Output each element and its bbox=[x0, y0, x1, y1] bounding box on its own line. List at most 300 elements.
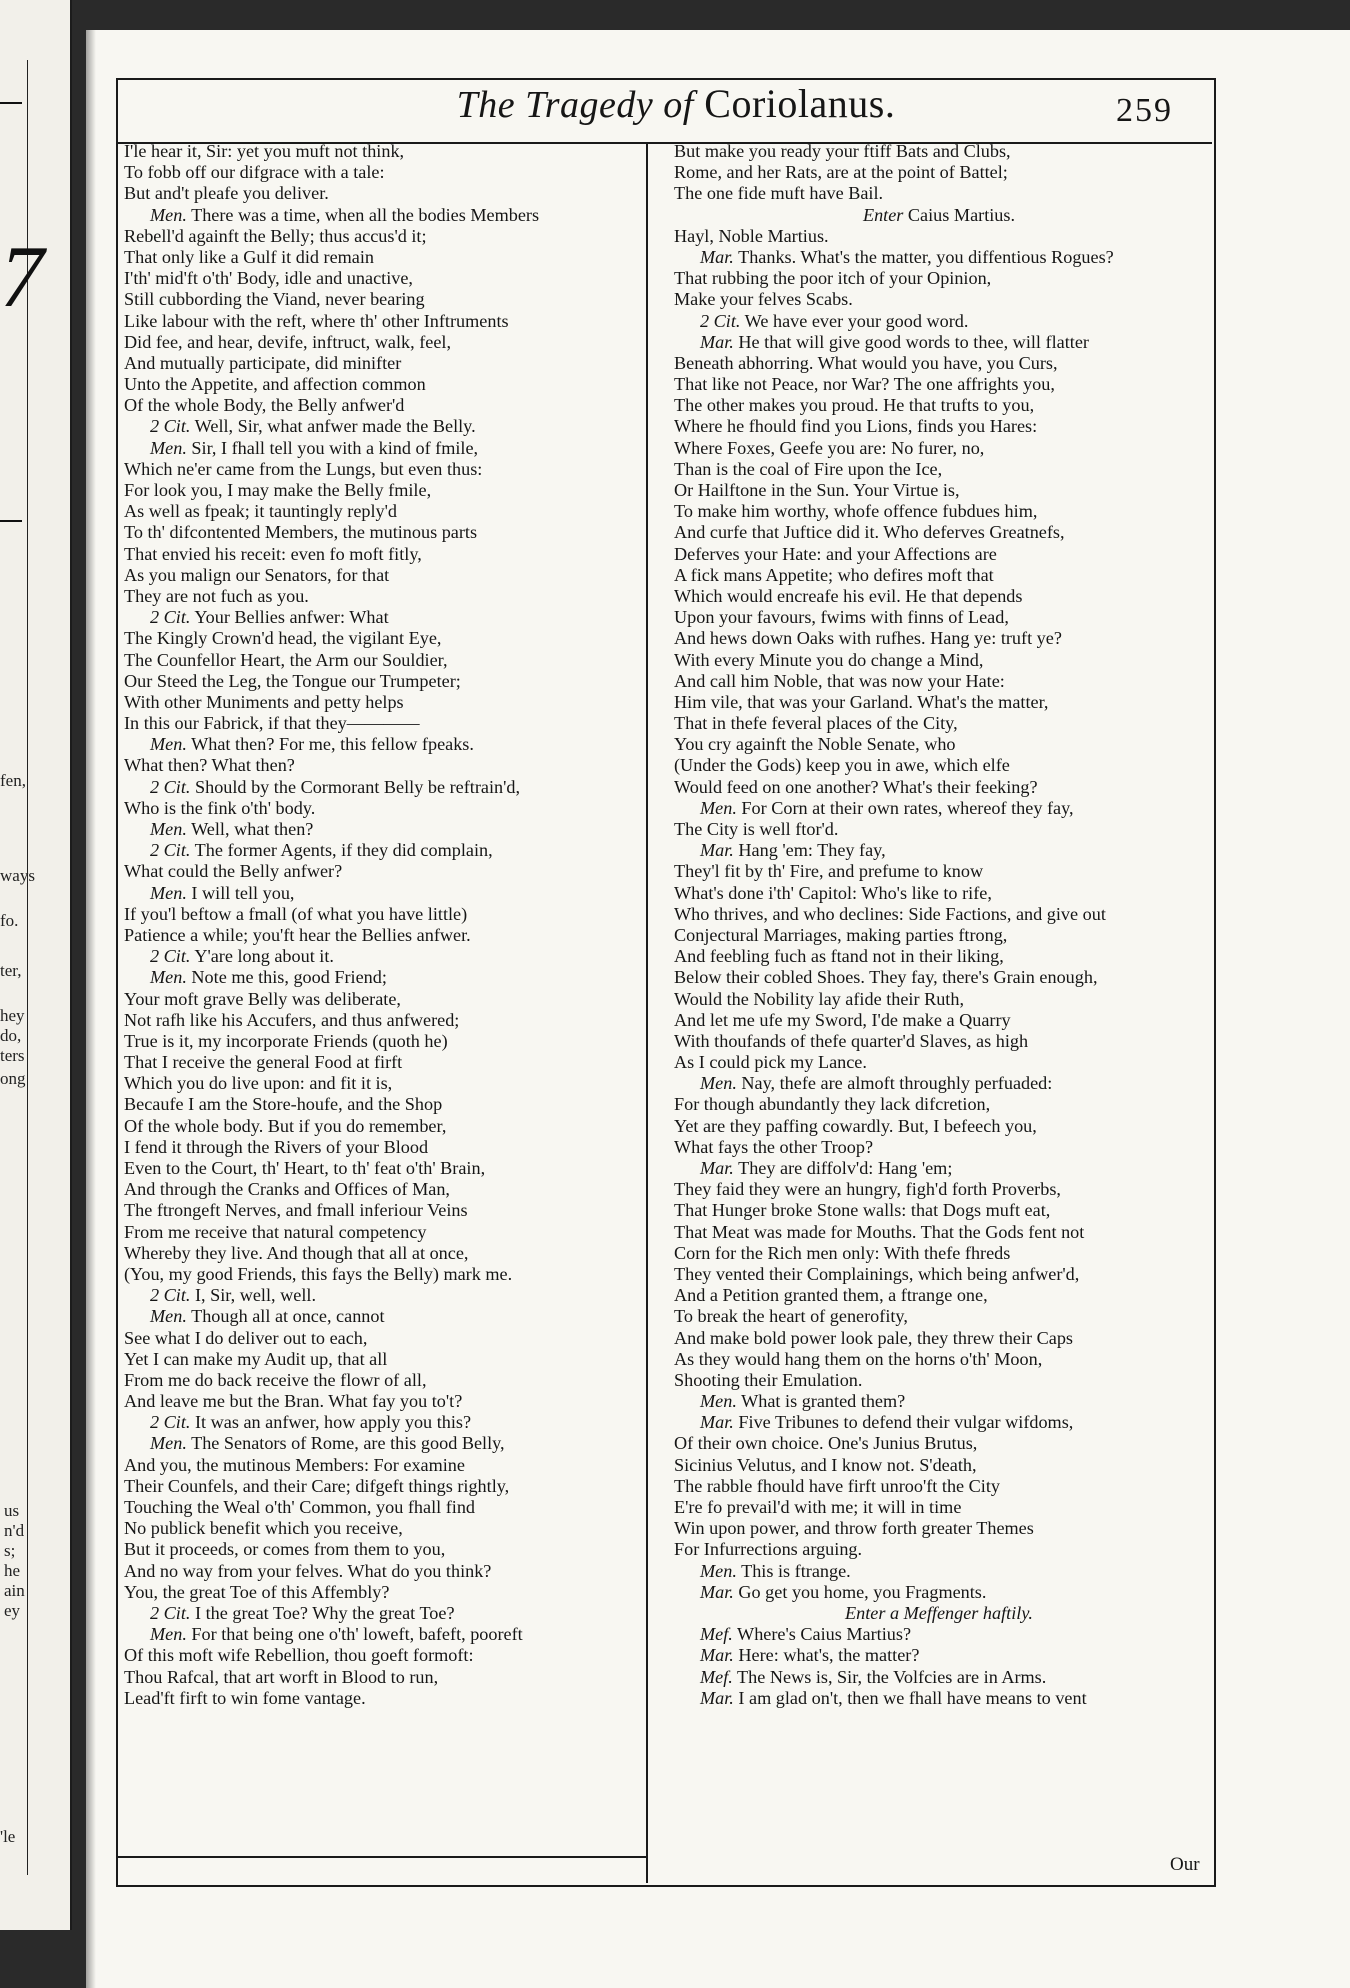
text-line bbox=[124, 1116, 636, 1137]
verse-text: I am glad on't, then we fhall have means to vent bbox=[738, 1687, 1087, 1708]
speaker-label: Men. bbox=[700, 797, 737, 818]
verse-text: Patience a while; you'ft hear the Bellies anfwer. bbox=[124, 924, 471, 945]
text-line bbox=[124, 480, 636, 501]
text-line bbox=[124, 183, 636, 204]
text-line bbox=[124, 650, 636, 671]
text-line bbox=[124, 416, 636, 437]
verse-text: With thoufands of thefe quarter'd Slaves, as high bbox=[674, 1030, 1029, 1051]
text-line bbox=[674, 819, 1204, 840]
speaker-label: Mar. bbox=[700, 1645, 734, 1666]
speaker-label: 2 Cit. bbox=[150, 1602, 191, 1623]
text-line bbox=[124, 565, 636, 586]
verse-text: And curfe that Juftice did it. Who deferves Greatnefs, bbox=[674, 522, 1065, 543]
verse-text: And you, the mutinous Members: For examine bbox=[124, 1454, 465, 1475]
text-line bbox=[674, 861, 1204, 882]
text-line bbox=[124, 819, 636, 840]
text-line bbox=[674, 1349, 1204, 1370]
verse-text: The former Agents, if they did complain, bbox=[194, 840, 493, 861]
speaker-label: Men. bbox=[150, 734, 187, 755]
verse-text: A fick mans Appetite; who defires moft that bbox=[674, 564, 994, 585]
verse-text: The ftrongeft Nerves, and fmall inferiour Veins bbox=[124, 1200, 468, 1221]
text-line bbox=[124, 607, 636, 628]
text-line bbox=[124, 734, 636, 755]
verse-text: That I receive the general Food at firft bbox=[124, 1052, 403, 1073]
verse-text: Corn for the Rich men only: With thefe fhreds bbox=[674, 1242, 1011, 1263]
verse-text: That in thefe feveral places of the City, bbox=[674, 713, 958, 734]
text-line bbox=[674, 1667, 1204, 1688]
verse-text: The one fide muft have Bail. bbox=[674, 183, 884, 204]
speaker-label: 2 Cit. bbox=[150, 607, 191, 628]
text-line bbox=[124, 1455, 636, 1476]
text-line bbox=[674, 1116, 1204, 1137]
text-line bbox=[124, 861, 636, 882]
verse-text: Your Bellies anfwer: What bbox=[194, 607, 389, 628]
previous-page-tick bbox=[0, 102, 22, 104]
text-line bbox=[674, 268, 1204, 289]
right-column bbox=[674, 141, 1204, 1709]
text-line bbox=[674, 607, 1204, 628]
text-line bbox=[124, 798, 636, 819]
text-line bbox=[674, 650, 1204, 671]
verse-text: And leave me but the Bran. What fay you to't? bbox=[124, 1391, 463, 1412]
verse-text: Rome, and her Rats, are at the point of Battel; bbox=[674, 162, 1008, 183]
verse-text: And through the Cranks and Offices of Man, bbox=[124, 1179, 450, 1200]
verse-text: Shooting their Emulation. bbox=[674, 1369, 863, 1390]
text-line bbox=[674, 734, 1204, 755]
speaker-label: Men. bbox=[150, 967, 187, 988]
verse-text: Than is the coal of Fire upon the Ice, bbox=[674, 458, 943, 479]
verse-text: Well, Sir, what anfwer made the Belly. bbox=[194, 416, 476, 437]
text-line bbox=[674, 1582, 1204, 1603]
verse-text: I'th' mid'ft o'th' Body, idle and unactive, bbox=[124, 268, 413, 289]
stage-direction-name: Caius Martius. bbox=[907, 204, 1016, 225]
text-line bbox=[674, 1539, 1204, 1560]
text-line bbox=[674, 904, 1204, 925]
speaker-label: Mar. bbox=[700, 1412, 734, 1433]
verse-text: Deferves your Hate: and your Affections are bbox=[674, 543, 997, 564]
running-title-italic: The Tragedy of bbox=[456, 84, 694, 126]
text-line bbox=[124, 311, 636, 332]
text-line bbox=[124, 1306, 636, 1327]
verse-text: True is it, my incorporate Friends (quoth he) bbox=[124, 1030, 448, 1051]
text-line bbox=[124, 1094, 636, 1115]
text-line bbox=[674, 141, 1204, 162]
previous-page-fragment: do, bbox=[0, 1026, 22, 1045]
verse-text: What is granted them? bbox=[741, 1391, 906, 1412]
text-line bbox=[674, 946, 1204, 967]
verse-text: Still cubbording the Viand, never bearing bbox=[124, 289, 425, 310]
verse-text: The Kingly Crown'd head, the vigilant Eye, bbox=[124, 628, 442, 649]
speaker-label: 2 Cit. bbox=[150, 946, 191, 967]
speaker-label: Mef. bbox=[700, 1624, 733, 1645]
speaker-label: Men. bbox=[700, 1073, 737, 1094]
verse-text: Whereby they live. And though that all at once, bbox=[124, 1242, 469, 1263]
text-line bbox=[674, 395, 1204, 416]
verse-text: Thou Rafcal, that art worft in Blood to run, bbox=[124, 1666, 439, 1687]
verse-text: I, Sir, well, well. bbox=[194, 1285, 316, 1306]
verse-text: I the great Toe? Why the great Toe? bbox=[194, 1602, 455, 1623]
text-line bbox=[674, 1497, 1204, 1518]
running-title bbox=[86, 80, 1266, 129]
verse-text: They are not fuch as you. bbox=[124, 585, 309, 606]
text-line bbox=[674, 1222, 1204, 1243]
text-line bbox=[124, 586, 636, 607]
verse-text: That like not Peace, nor War? The one affrights you, bbox=[674, 374, 1055, 395]
previous-page-large-mark: 7 bbox=[0, 229, 44, 326]
verse-text: And call him Noble, that was now your Hate: bbox=[674, 670, 1005, 691]
text-line bbox=[674, 692, 1204, 713]
left-column bbox=[124, 141, 636, 1709]
verse-text: Even to the Court, th' Heart, to th' feat o'th' Brain, bbox=[124, 1158, 486, 1178]
speaker-label: Mar. bbox=[700, 840, 734, 861]
text-line bbox=[124, 1031, 636, 1052]
speaker-label: Men. bbox=[700, 1391, 737, 1412]
page-number: 259 bbox=[1116, 92, 1173, 129]
verse-text: What fays the other Troop? bbox=[674, 1136, 874, 1157]
verse-text: That Meat was made for Mouths. That the Gods fent not bbox=[674, 1221, 1085, 1242]
text-line bbox=[674, 840, 1204, 861]
text-line bbox=[124, 904, 636, 925]
previous-page-fragment: ters bbox=[0, 1046, 25, 1065]
verse-text: But and't pleafe you deliver. bbox=[124, 183, 329, 204]
text-line bbox=[124, 1285, 636, 1306]
text-line bbox=[124, 946, 636, 967]
verse-text: From me receive that natural competency bbox=[124, 1221, 427, 1242]
verse-text: Which ne'er came from the Lungs, but even thus: bbox=[124, 458, 483, 479]
text-line bbox=[674, 1243, 1204, 1264]
speaker-label: Men. bbox=[150, 437, 187, 458]
text-line bbox=[124, 141, 636, 162]
verse-text: Though all at once, cannot bbox=[191, 1306, 385, 1327]
text-line bbox=[674, 967, 1204, 988]
verse-text: The Senators of Rome, are this good Belly, bbox=[191, 1433, 505, 1454]
text-line bbox=[124, 1412, 636, 1433]
verse-text: And mutually participate, did minifter bbox=[124, 352, 402, 373]
verse-text: But it proceeds, or comes from them to you, bbox=[124, 1539, 446, 1560]
previous-page-fragment: 'le bbox=[0, 1827, 16, 1846]
text-line bbox=[124, 1052, 636, 1073]
text-line bbox=[124, 1497, 636, 1518]
speaker-label: 2 Cit. bbox=[150, 1412, 191, 1433]
text-line bbox=[124, 459, 636, 480]
verse-text: We have ever your good word. bbox=[744, 310, 969, 331]
text-line bbox=[674, 522, 1204, 543]
verse-text: Upon your favours, fwims with finns of Lead, bbox=[674, 607, 1009, 628]
text-line bbox=[124, 1243, 636, 1264]
speaker-label: 2 Cit. bbox=[150, 776, 191, 797]
column-divider bbox=[646, 142, 648, 1883]
previous-page-edge bbox=[0, 0, 72, 1930]
text-line bbox=[674, 332, 1204, 353]
text-line bbox=[674, 289, 1204, 310]
verse-text: Well, what then? bbox=[191, 819, 314, 839]
verse-text: What could the Belly anfwer? bbox=[124, 861, 343, 882]
speaker-label: Men. bbox=[150, 1624, 187, 1645]
speaker-label: Mef. bbox=[700, 1666, 733, 1687]
gutter-shadow bbox=[86, 30, 96, 1988]
text-line bbox=[124, 1137, 636, 1158]
verse-text: That Hunger broke Stone walls: that Dogs muft eat, bbox=[674, 1200, 1051, 1221]
verse-text: Where Foxes, Geefe you are: No furer, no, bbox=[674, 437, 985, 458]
text-line bbox=[124, 438, 636, 459]
previous-page-fragment: hey bbox=[0, 1006, 25, 1025]
text-line bbox=[124, 522, 636, 543]
text-line bbox=[124, 289, 636, 310]
verse-text: Who is the fink o'th' body. bbox=[124, 797, 316, 818]
verse-text: Go get you home, you Fragments. bbox=[738, 1581, 987, 1602]
text-line bbox=[124, 1073, 636, 1094]
text-line bbox=[674, 1073, 1204, 1094]
verse-text: In this our Fabrick, if that they———— bbox=[124, 713, 420, 734]
text-line bbox=[674, 1306, 1204, 1327]
text-line bbox=[674, 1624, 1204, 1645]
text-line bbox=[674, 1455, 1204, 1476]
text-line bbox=[124, 1688, 636, 1709]
verse-text: And no way from your felves. What do you think? bbox=[124, 1560, 492, 1581]
text-line bbox=[124, 247, 636, 268]
text-line bbox=[674, 544, 1204, 565]
text-line bbox=[674, 459, 1204, 480]
text-line bbox=[124, 1539, 636, 1560]
text-line bbox=[674, 565, 1204, 586]
text-line bbox=[674, 1328, 1204, 1349]
text-line bbox=[674, 1285, 1204, 1306]
verse-text: And feebling fuch as ftand not in their liking, bbox=[674, 946, 1004, 967]
verse-text: Thanks. What's the matter, you diffentious Rogues? bbox=[738, 246, 1114, 267]
speaker-label: Mar. bbox=[700, 331, 734, 352]
verse-text: What then? For me, this fellow fpeaks. bbox=[191, 734, 474, 755]
text-line bbox=[124, 1624, 636, 1645]
verse-text: See what I do deliver out to each, bbox=[124, 1327, 368, 1348]
text-line bbox=[674, 162, 1204, 183]
verse-text: That rubbing the poor itch of your Opinion, bbox=[674, 268, 992, 289]
text-line bbox=[124, 205, 636, 226]
text-line bbox=[124, 1179, 636, 1200]
text-line bbox=[674, 353, 1204, 374]
text-line bbox=[124, 395, 636, 416]
text-line bbox=[124, 1200, 636, 1221]
text-line bbox=[674, 501, 1204, 522]
stage-direction: Enter bbox=[862, 204, 904, 225]
verse-text: Yet are they paffing cowardly. But, I befeech you, bbox=[674, 1115, 1037, 1136]
verse-text: Which you do live upon: and fit it is, bbox=[124, 1073, 393, 1094]
verse-text: Hayl, Noble Martius. bbox=[674, 225, 829, 246]
verse-text: Nay, thefe are almoft throughly perfuaded: bbox=[741, 1073, 1053, 1094]
text-line bbox=[674, 1031, 1204, 1052]
previous-page-fragment: n'd bbox=[4, 1521, 25, 1540]
text-line bbox=[674, 247, 1204, 268]
verse-text: As they would hang them on the horns o'th' Moon, bbox=[674, 1348, 1043, 1369]
verse-text: (You, my good Friends, this fays the Belly) mark me. bbox=[124, 1263, 513, 1284]
text-line bbox=[124, 967, 636, 988]
text-line bbox=[674, 755, 1204, 776]
verse-text: They vented their Complainings, which being anfwer'd, bbox=[674, 1263, 1080, 1284]
verse-text: Of the whole body. But if you do remember, bbox=[124, 1115, 447, 1136]
text-line bbox=[674, 1645, 1204, 1666]
verse-text: Rebell'd againft the Belly; thus accus'd it; bbox=[124, 225, 427, 246]
bottom-rule bbox=[116, 1856, 646, 1858]
verse-text: As you malign our Senators, for that bbox=[124, 564, 390, 585]
verse-text: Would the Nobility lay afide their Ruth, bbox=[674, 988, 964, 1009]
text-line bbox=[674, 1603, 1204, 1624]
speaker-label: 2 Cit. bbox=[150, 840, 191, 861]
verse-text: Y'are long about it. bbox=[194, 946, 334, 967]
verse-text: For that being one o'th' loweft, bafeft, pooreft bbox=[191, 1624, 523, 1645]
verse-text: Who thrives, and who declines: Side Factions, and give out bbox=[674, 903, 1106, 924]
text-line bbox=[124, 1433, 636, 1454]
verse-text: And make bold power look pale, they threw their Caps bbox=[674, 1327, 1074, 1348]
verse-text: What's done i'th' Capitol: Who's like to rife, bbox=[674, 882, 992, 903]
text-line bbox=[674, 1370, 1204, 1391]
text-line bbox=[124, 268, 636, 289]
text-line bbox=[674, 1412, 1204, 1433]
verse-text: To make him worthy, whofe offence fubdues him, bbox=[674, 501, 1038, 522]
verse-text: Hang 'em: They fay, bbox=[738, 840, 886, 861]
previous-page-fragment: ey bbox=[4, 1601, 21, 1620]
previous-page-fragment: us bbox=[4, 1501, 20, 1520]
text-line bbox=[674, 1137, 1204, 1158]
verse-text: And a Petition granted them, a ftrange one, bbox=[674, 1285, 988, 1306]
text-line bbox=[124, 777, 636, 798]
verse-text: The City is well ftor'd. bbox=[674, 819, 839, 839]
verse-text: It was an anfwer, how apply you this? bbox=[194, 1412, 472, 1433]
verse-text: He that will give good words to thee, will flatter bbox=[738, 331, 1089, 352]
verse-text: E're fo prevail'd with me; it will in time bbox=[674, 1497, 962, 1517]
previous-page-tick bbox=[0, 520, 22, 522]
verse-text: Below their cobled Shoes. They fay, there's Grain enough, bbox=[674, 967, 1098, 988]
verse-text: Not rafh like his Accufers, and thus anfwered; bbox=[124, 1009, 460, 1030]
text-line bbox=[674, 374, 1204, 395]
verse-text: Where's Caius Martius? bbox=[737, 1624, 912, 1645]
verse-text: To break the heart of generofity, bbox=[674, 1306, 908, 1327]
text-line bbox=[674, 1179, 1204, 1200]
text-line bbox=[674, 1052, 1204, 1073]
text-line bbox=[124, 1476, 636, 1497]
verse-text: As well as fpeak; it tauntingly reply'd bbox=[124, 501, 397, 522]
verse-text: What then? What then? bbox=[124, 755, 295, 776]
text-line bbox=[674, 1391, 1204, 1412]
verse-text: Did fee, and hear, devife, inftruct, walk, feel, bbox=[124, 331, 452, 352]
speaker-label: Men. bbox=[150, 819, 187, 839]
verse-text: I fend it through the Rivers of your Blood bbox=[124, 1136, 429, 1157]
verse-text: Unto the Appetite, and affection common bbox=[124, 374, 426, 395]
verse-text: Should by the Cormorant Belly be reftrain'd, bbox=[194, 776, 521, 797]
text-line bbox=[674, 416, 1204, 437]
text-line bbox=[124, 1518, 636, 1539]
text-line bbox=[674, 586, 1204, 607]
speaker-label: Men. bbox=[150, 204, 187, 225]
text-line bbox=[124, 1349, 636, 1370]
text-line bbox=[124, 501, 636, 522]
stage-direction: Enter a Meffenger haftily. bbox=[845, 1602, 1033, 1623]
text-line bbox=[124, 1603, 636, 1624]
text-line bbox=[674, 989, 1204, 1010]
verse-text: For though abundantly they lack difcretion, bbox=[674, 1094, 991, 1115]
verse-text: There was a time, when all the bodies Members bbox=[191, 204, 540, 225]
text-line bbox=[124, 713, 636, 734]
previous-page-fragment: fo. bbox=[0, 911, 19, 930]
verse-text: But make you ready your ftiff Bats and Clubs, bbox=[674, 141, 1011, 161]
verse-text: With other Muniments and petty helps bbox=[124, 691, 404, 712]
text-line bbox=[674, 1264, 1204, 1285]
verse-text: Of the whole Body, the Belly anfwer'd bbox=[124, 395, 405, 416]
verse-text: From me do back receive the flowr of all, bbox=[124, 1369, 427, 1390]
text-line bbox=[124, 353, 636, 374]
text-line bbox=[124, 1582, 636, 1603]
previous-page-fragment: s; bbox=[4, 1541, 16, 1560]
speaker-label: Men. bbox=[700, 1560, 737, 1581]
text-line bbox=[124, 1222, 636, 1243]
speaker-label: 2 Cit. bbox=[150, 416, 191, 437]
speaker-label: Mar. bbox=[700, 1581, 734, 1602]
text-line bbox=[674, 226, 1204, 247]
verse-text: The Counfellor Heart, the Arm our Souldier, bbox=[124, 649, 448, 670]
running-title-roman: Coriolanus. bbox=[704, 81, 896, 126]
verse-text: And hews down Oaks with rufhes. Hang ye: truft ye? bbox=[674, 628, 1062, 649]
text-line bbox=[674, 628, 1204, 649]
text-line bbox=[124, 1645, 636, 1666]
verse-text: Of this moft wife Rebellion, thou goeft formoft: bbox=[124, 1645, 474, 1666]
text-line bbox=[674, 205, 1204, 226]
verse-text: With every Minute you do change a Mind, bbox=[674, 649, 984, 670]
text-line bbox=[674, 438, 1204, 459]
text-line bbox=[674, 671, 1204, 692]
speaker-label: 2 Cit. bbox=[150, 1285, 191, 1306]
verse-text: You, the great Toe of this Affembly? bbox=[124, 1581, 390, 1602]
verse-text: No publick benefit which you receive, bbox=[124, 1518, 403, 1539]
text-line bbox=[124, 1561, 636, 1582]
text-line bbox=[124, 925, 636, 946]
speaker-label: Mar. bbox=[700, 1158, 734, 1178]
verse-text: Your moft grave Belly was deliberate, bbox=[124, 988, 401, 1009]
text-line bbox=[124, 755, 636, 776]
verse-text: You cry againft the Noble Senate, who bbox=[674, 734, 956, 755]
previous-page-fragment: ways bbox=[0, 866, 35, 885]
text-line bbox=[124, 628, 636, 649]
verse-text: The other makes you proud. He that trufts to you, bbox=[674, 395, 1035, 416]
verse-text: That envied his receit: even fo moft fitly, bbox=[124, 543, 422, 564]
text-line bbox=[124, 226, 636, 247]
text-line bbox=[124, 1010, 636, 1031]
verse-text: Where he fhould find you Lions, finds you Hares: bbox=[674, 416, 1038, 437]
text-line bbox=[124, 1328, 636, 1349]
text-line bbox=[674, 1688, 1204, 1709]
speaker-label: Men. bbox=[150, 882, 187, 903]
text-line bbox=[124, 883, 636, 904]
text-line bbox=[674, 1010, 1204, 1031]
verse-text: Or Hailftone in the Sun. Your Virtue is, bbox=[674, 480, 960, 500]
text-line bbox=[674, 1094, 1204, 1115]
verse-text: Here: what's, the matter? bbox=[738, 1645, 920, 1666]
text-line bbox=[674, 1433, 1204, 1454]
verse-text: Yet I can make my Audit up, that all bbox=[124, 1348, 388, 1369]
previous-page-fragment: ter, bbox=[0, 961, 22, 980]
verse-text: The News is, Sir, the Volfcies are in Arms. bbox=[737, 1666, 1047, 1687]
verse-text: Our Steed the Leg, the Tongue our Trumpeter; bbox=[124, 670, 461, 691]
verse-text: Their Counfels, and their Care; difgeft things rightly, bbox=[124, 1475, 510, 1496]
verse-text: I'le hear it, Sir: yet you muft not think, bbox=[124, 141, 405, 161]
verse-text: To th' difcontented Members, the mutinous parts bbox=[124, 522, 478, 543]
text-line bbox=[674, 183, 1204, 204]
verse-text: Make your felves Scabs. bbox=[674, 289, 853, 310]
previous-page-fragment: fen, bbox=[0, 771, 26, 790]
book-page bbox=[86, 30, 1350, 1988]
verse-text: Note me this, good Friend; bbox=[191, 967, 387, 988]
text-line bbox=[674, 480, 1204, 501]
verse-text: Conjectural Marriages, making parties ftrong, bbox=[674, 924, 1008, 945]
verse-text: They'l fit by th' Fire, and prefume to know bbox=[674, 861, 984, 882]
verse-text: I will tell you, bbox=[191, 882, 295, 903]
